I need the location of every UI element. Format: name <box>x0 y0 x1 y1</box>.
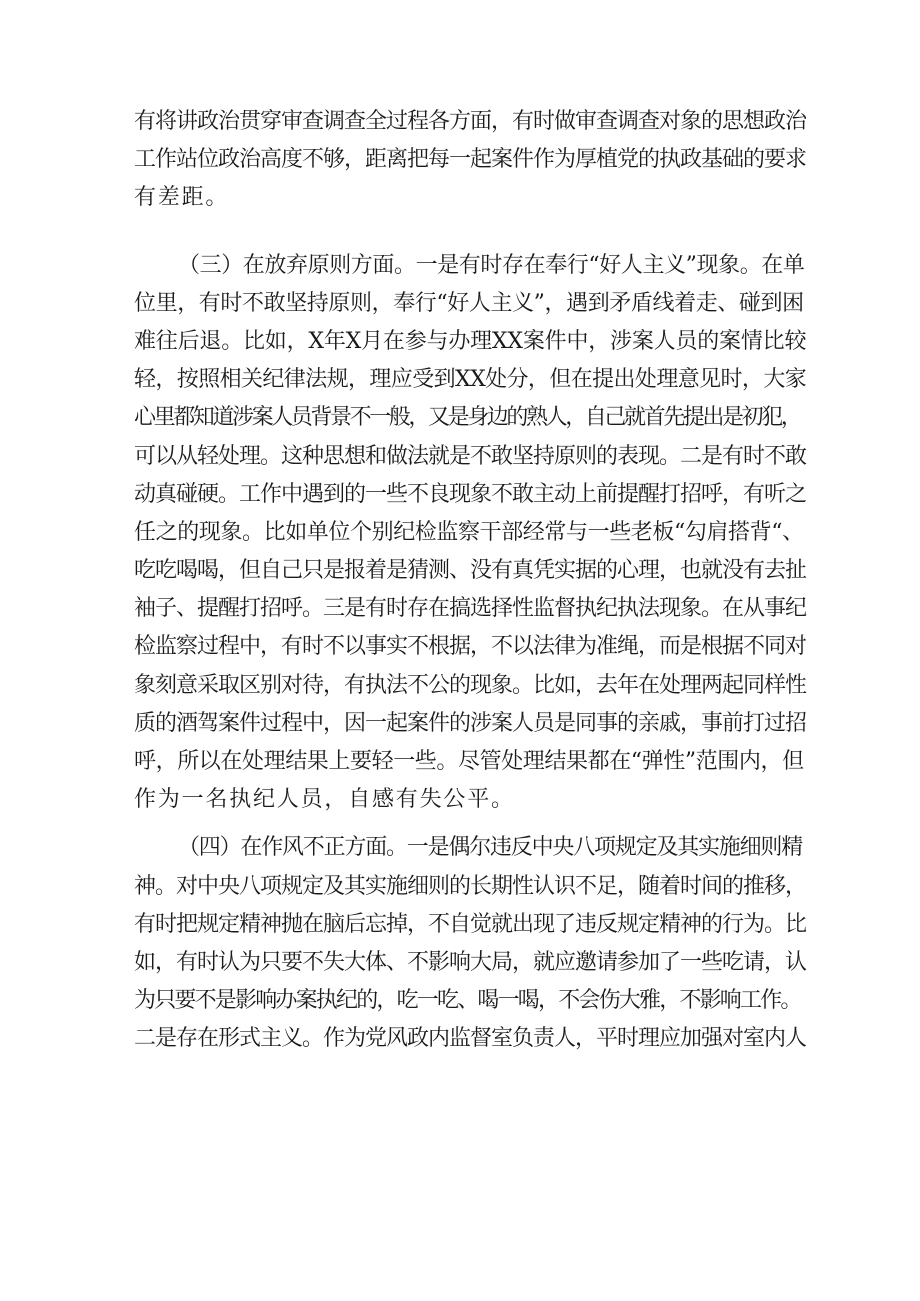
text-line: 作为一名执纪人员，自感有失公平。 <box>134 787 515 813</box>
text-line: 有时把规定精神抛在脑后忘掉，不自觉就出现了违反规定精神的行为。比 <box>134 911 807 937</box>
text-line: 为只要不是影响办案执纪的，吃一吃、喝一喝，不会伤大雅，不影响工作。 <box>134 988 801 1014</box>
text-line: 轻，按照相关纪律法规，理应受到XX处分，但在提出处理意见时，大家 <box>134 367 807 393</box>
text-line: 工作站位政治高度不够，距离把每一起案件作为厚植党的执政基础的要求 <box>134 147 807 173</box>
text-line: 有将讲政治贯穿审查调查全过程各方面，有时做审查调查对象的思想政治 <box>134 109 807 134</box>
text-line: 任之的现象。比如单位个别纪检监察干部经常与一些老板“勾肩搭背“、 <box>134 519 804 545</box>
text-line: （三）在放弃原则方面。一是有时存在奉行“好人主义”现象。在单 <box>178 252 805 278</box>
text-line: 动真碰硬。工作中遇到的一些不良现象不敢主动上前提醒打招呼，有听之 <box>134 481 807 507</box>
paragraph-section-4 <box>134 829 806 1058</box>
text-line: 袖子、提醒打招呼。三是有时存在搞选择性监督执纪执法现象。在从事纪 <box>134 596 807 622</box>
text-line: 呼，所以在处理结果上要轻一些。尽管处理结果都在“弹性”范围内，但 <box>134 749 804 774</box>
text-line: 象刻意采取区别对待，有执法不公的现象。比如，去年在处理两起同样性 <box>134 672 807 698</box>
text-line: 质的酒驾案件过程中，因一起案件的涉案人员是同事的亲戚，事前打过招 <box>134 710 807 736</box>
text-line: 心里都知道涉案人员背景不一般，又是身边的熟人，自己就首先提出是初犯， <box>134 405 801 431</box>
text-line: 如，有时认为只要不失大体、不影响大局，就应邀请参加了一些吃请，认 <box>134 949 807 975</box>
text-line: 可以从轻处理。这种思想和做法就是不敢坚持原则的表现。二是有时不敢 <box>134 443 807 469</box>
text-line: 神。对中央八项规定及其实施细则的长期性认识不足，随着时间的推移， <box>134 873 807 899</box>
document-body <box>134 103 806 1059</box>
paragraph-1 <box>134 103 806 218</box>
text-line: 难往后退。比如，X年X月在参与办理XX案件中，涉案人员的案情比较 <box>134 328 807 354</box>
text-line: 吃吃喝喝，但自己只是报着是猜测、没有真凭实据的心理，也就没有去扯 <box>134 558 807 584</box>
text-line: 检监察过程中，有时不以事实不根据，不以法律为准绳，而是根据不同对 <box>134 634 807 660</box>
text-line: 有差距。 <box>134 185 230 211</box>
text-line: （四）在作风不正方面。一是偶尔违反中央八项规定及其实施细则精 <box>178 835 803 861</box>
text-line: 位里，有时不敢坚持原则，奉行“好人主义”，遇到矛盾线着走、碰到困 <box>134 290 804 316</box>
paragraph-section-3 <box>134 247 806 820</box>
text-line: 二是存在形式主义。作为党风政内监督室负责人，平时理应加强对室内人 <box>134 1026 807 1052</box>
